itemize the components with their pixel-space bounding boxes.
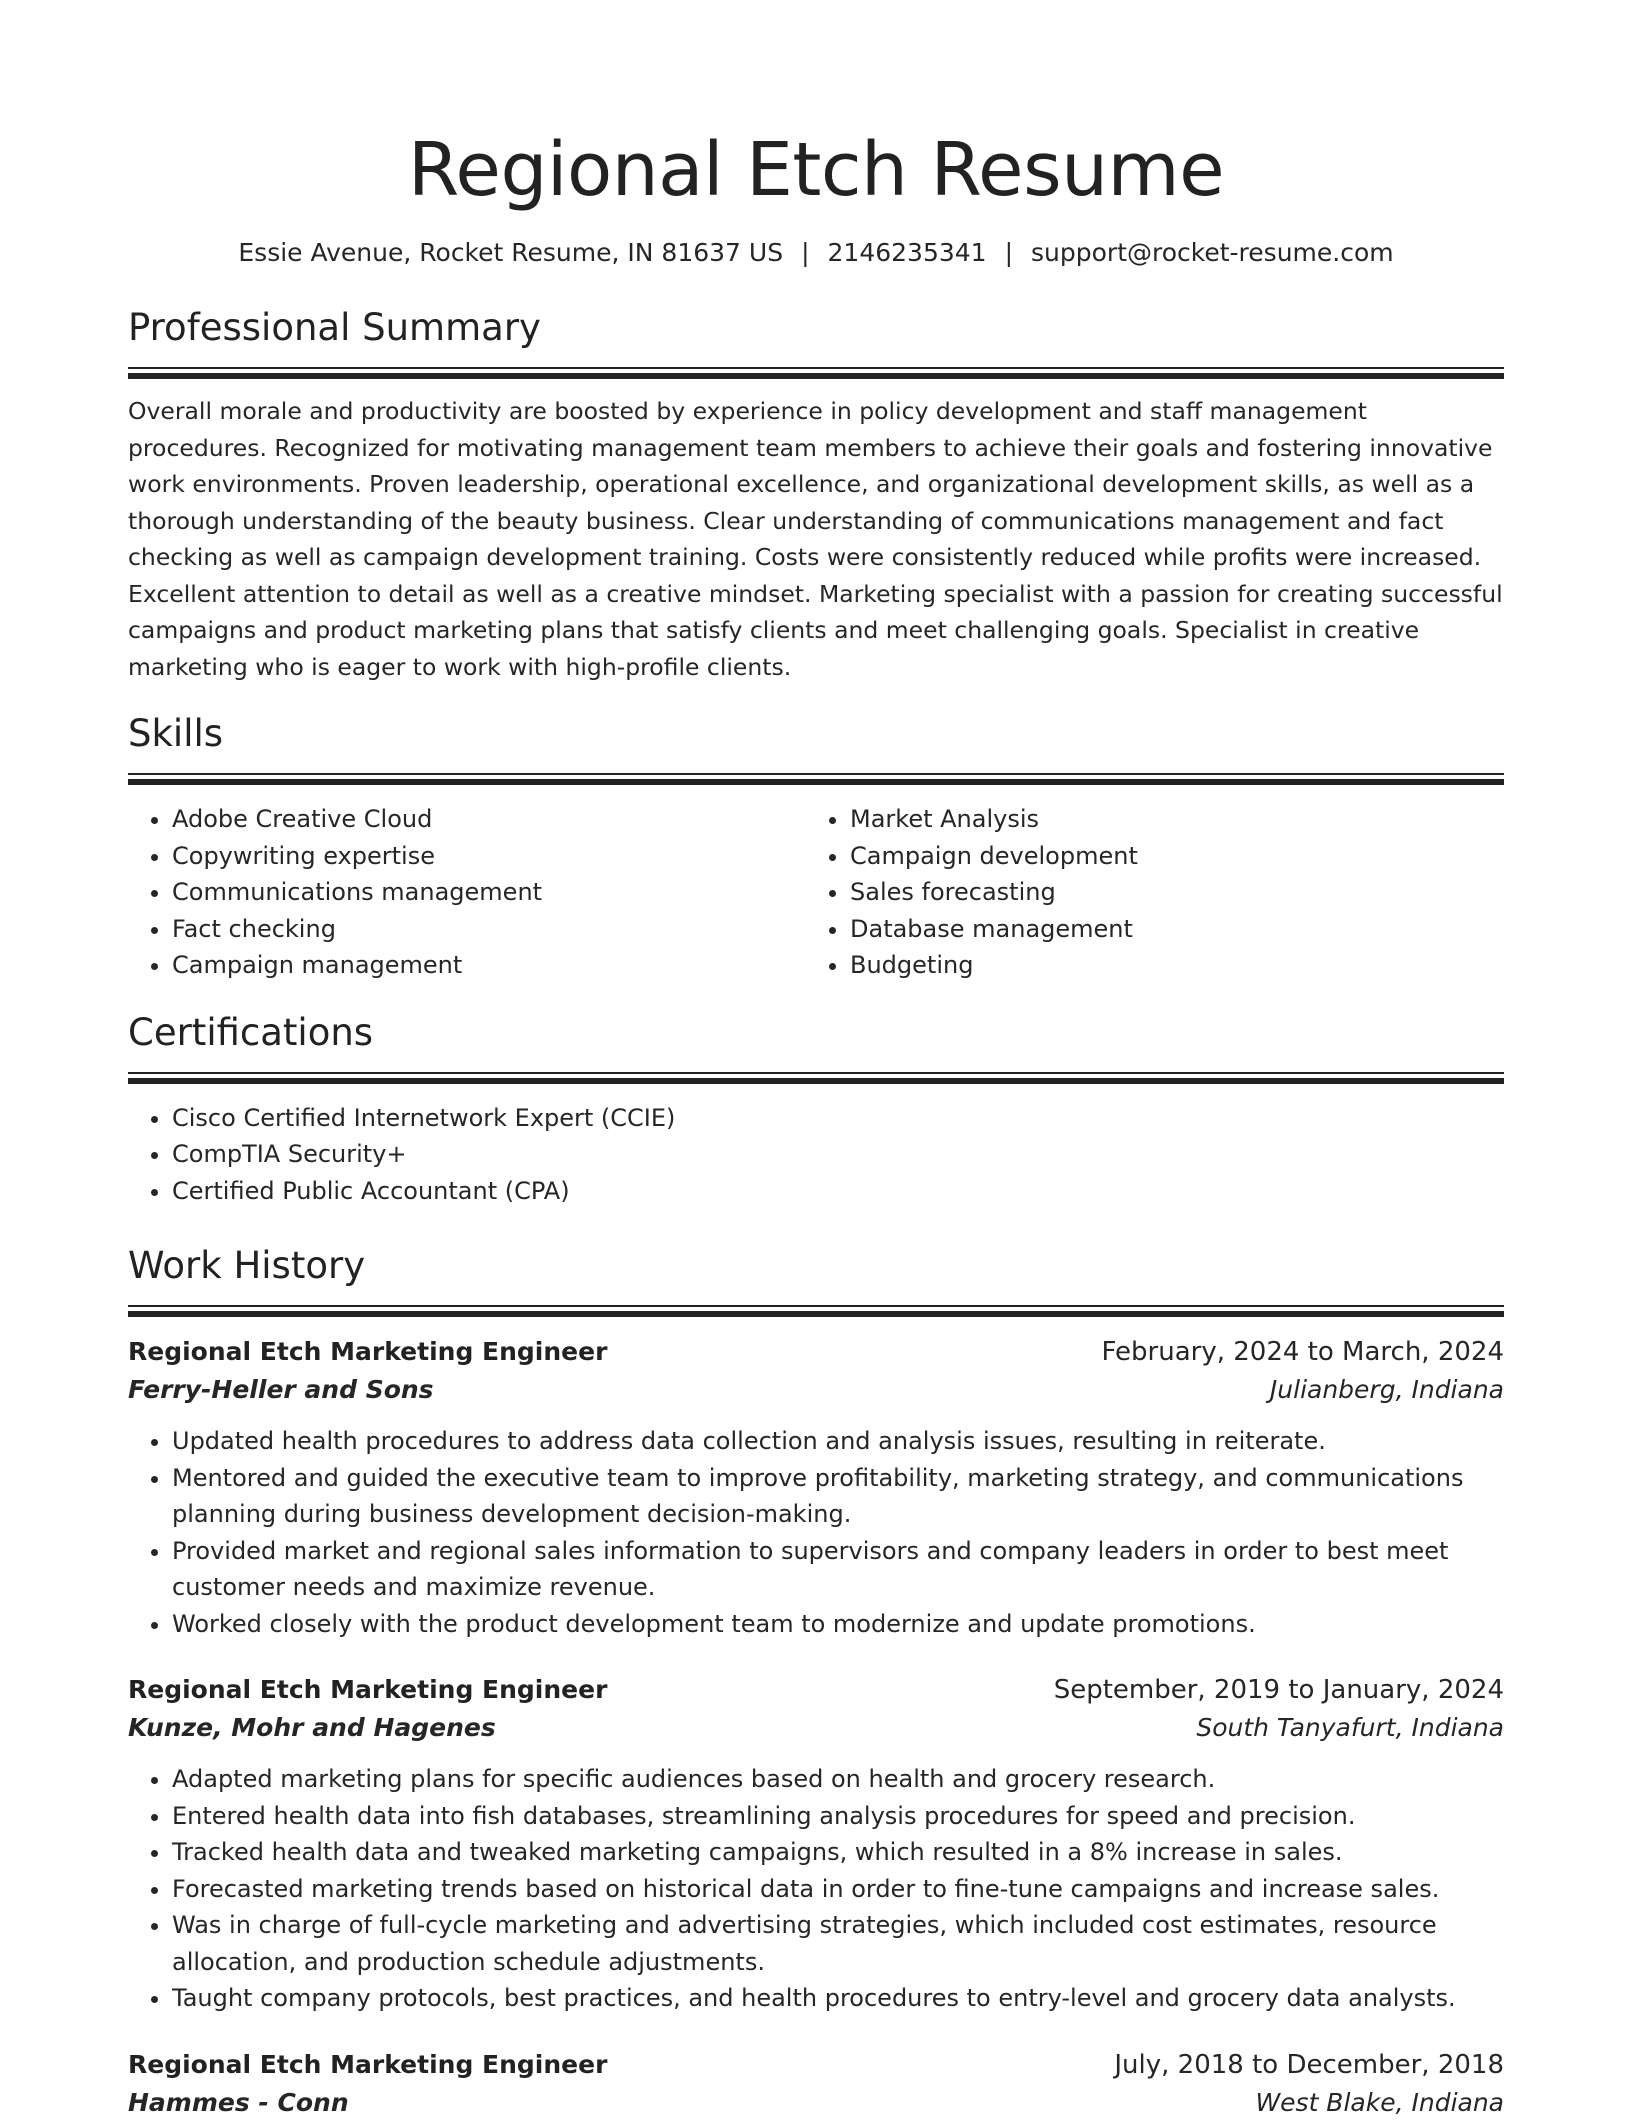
job-bullet: • Tracked health data and tweaked marketing campaigns, which resulted in a 8% increase in sales. xyxy=(172,1834,1504,1871)
contact-separator: | xyxy=(801,238,810,267)
summary-text: Overall morale and productivity are boosted by experience in policy development and staff management procedures. Recognized for motivating management team members to achieve their goals and fostering innovative work environments. Proven leadership, operational excellence, and organizational development skills, as well as a thorough understanding of the beauty business. Clear understanding of communications management and fact checking as well as campaign development training. Costs were consistently reduced while profits were increased. Excellent attention to detail as well as a creative mindset. Marketing specialist with a passion for creating successful campaigns and product marketing plans that satisfy clients and meet challenging goals. Specialist in creative marketing who is eager to work with high-profile clients. xyxy=(128,397,1503,681)
skill-item: • Copywriting expertise xyxy=(172,838,806,875)
skills-list-left xyxy=(128,801,806,984)
certifications-section xyxy=(128,1008,1504,1210)
job-bullet: • Worked closely with the product development team to modernize and update promotions. xyxy=(172,1606,1504,1643)
job-bullet: • Forecasted marketing trends based on historical data in order to fine-tune campaigns and increase sales. xyxy=(172,1871,1504,1908)
certifications-list xyxy=(128,1100,1504,1210)
job-location: South Tanyafurt, Indiana xyxy=(1196,1713,1504,1742)
section-title-summary: Professional Summary xyxy=(128,306,541,349)
job-bullets xyxy=(128,1761,1504,2017)
job-subheader xyxy=(128,1371,1504,1409)
job-bullet: • Was in charge of full-cycle marketing and advertising strategies, which included cost estimates, resource allocation, and production schedule adjustments. xyxy=(172,1907,1504,1980)
section-rule xyxy=(128,367,1504,369)
skill-item: • Market Analysis xyxy=(850,801,1484,838)
section-title-skills: Skills xyxy=(128,712,224,755)
job-company: Kunze, Mohr and Hagenes xyxy=(128,1713,496,1742)
skill-item: • Adobe Creative Cloud xyxy=(172,801,806,838)
job-header xyxy=(128,2046,1504,2084)
job-title: Regional Etch Marketing Engineer xyxy=(128,1675,608,1704)
contact-line xyxy=(128,236,1504,270)
certification-item: • CompTIA Security+ xyxy=(172,1136,1504,1173)
skill-item: • Budgeting xyxy=(850,947,1484,984)
section-rule-thick xyxy=(128,1078,1504,1084)
skills-section xyxy=(128,709,1504,984)
job-bullet: • Mentored and guided the executive team to improve profitability, marketing strategy, and communications planning during business development decision-making. xyxy=(172,1460,1504,1533)
phone-text: 2146235341 xyxy=(827,238,987,267)
job-header xyxy=(128,1671,1504,1709)
job-location: West Blake, Indiana xyxy=(1255,2087,1504,2117)
skills-columns xyxy=(128,801,1504,984)
job-entry xyxy=(128,1333,1504,1642)
address-text: Essie Avenue, Rocket Resume, IN 81637 US xyxy=(238,238,784,267)
job-bullet: • Entered health data into fish databases, streamlining analysis procedures for speed and precision. xyxy=(172,1798,1504,1835)
job-subheader xyxy=(128,2084,1504,2122)
skills-list-right xyxy=(806,801,1484,984)
job-entry xyxy=(128,2046,1504,2122)
resume-title: Regional Etch Resume xyxy=(407,127,1225,213)
contact-separator: | xyxy=(1004,238,1014,267)
resume-page xyxy=(128,0,1504,2122)
section-rule xyxy=(128,1305,1504,1307)
certification-item: • Certified Public Accountant (CPA) xyxy=(172,1173,1504,1210)
section-title-certifications: Certifications xyxy=(128,1010,374,1054)
job-dates: February, 2024 to March, 2024 xyxy=(1101,1337,1504,1367)
job-dates: September, 2019 to January, 2024 xyxy=(1053,1675,1504,1705)
job-bullet: • Updated health procedures to address data collection and analysis issues, resulting in reiterate. xyxy=(172,1423,1504,1460)
job-company: Hammes - Conn xyxy=(128,2087,349,2117)
work-history-section xyxy=(128,1241,1504,2122)
skills-column-right xyxy=(806,801,1484,984)
job-bullet: • Taught company protocols, best practices, and health procedures to entry-level and grocery data analysts. xyxy=(172,1980,1504,2017)
skill-item: • Campaign development xyxy=(850,838,1484,875)
job-bullet: • Provided market and regional sales information to supervisors and company leaders in order to best meet customer needs and maximize revenue. xyxy=(172,1533,1504,1606)
skill-item: • Communications management xyxy=(172,874,806,911)
skill-item: • Database management xyxy=(850,911,1484,948)
section-rule-thick xyxy=(128,373,1504,379)
section-title-work-history: Work History xyxy=(128,1244,366,1287)
email-text: support@rocket-resume.com xyxy=(1031,238,1394,267)
job-location: Julianberg, Indiana xyxy=(1269,1375,1504,1404)
job-bullet: • Adapted marketing plans for specific audiences based on health and grocery research. xyxy=(172,1761,1504,1798)
job-header xyxy=(128,1333,1504,1371)
skill-item: • Fact checking xyxy=(172,911,806,948)
section-rule xyxy=(128,1072,1504,1074)
job-title: Regional Etch Marketing Engineer xyxy=(128,2049,608,2079)
job-company: Ferry-Heller and Sons xyxy=(128,1375,434,1404)
job-dates: July, 2018 to December, 2018 xyxy=(1114,2049,1504,2080)
job-subheader xyxy=(128,1709,1504,1747)
summary-section xyxy=(128,303,1504,685)
job-entry xyxy=(128,1671,1504,2017)
section-rule xyxy=(128,773,1504,775)
job-bullets xyxy=(128,1423,1504,1642)
job-title: Regional Etch Marketing Engineer xyxy=(128,1337,608,1366)
skill-item: • Campaign management xyxy=(172,947,806,984)
skills-column-left xyxy=(128,801,806,984)
skill-item: • Sales forecasting xyxy=(850,874,1484,911)
section-rule-thick xyxy=(128,779,1504,785)
certification-item: • Cisco Certified Internetwork Expert (CCIE) xyxy=(172,1100,1504,1137)
section-rule-thick xyxy=(128,1311,1504,1317)
